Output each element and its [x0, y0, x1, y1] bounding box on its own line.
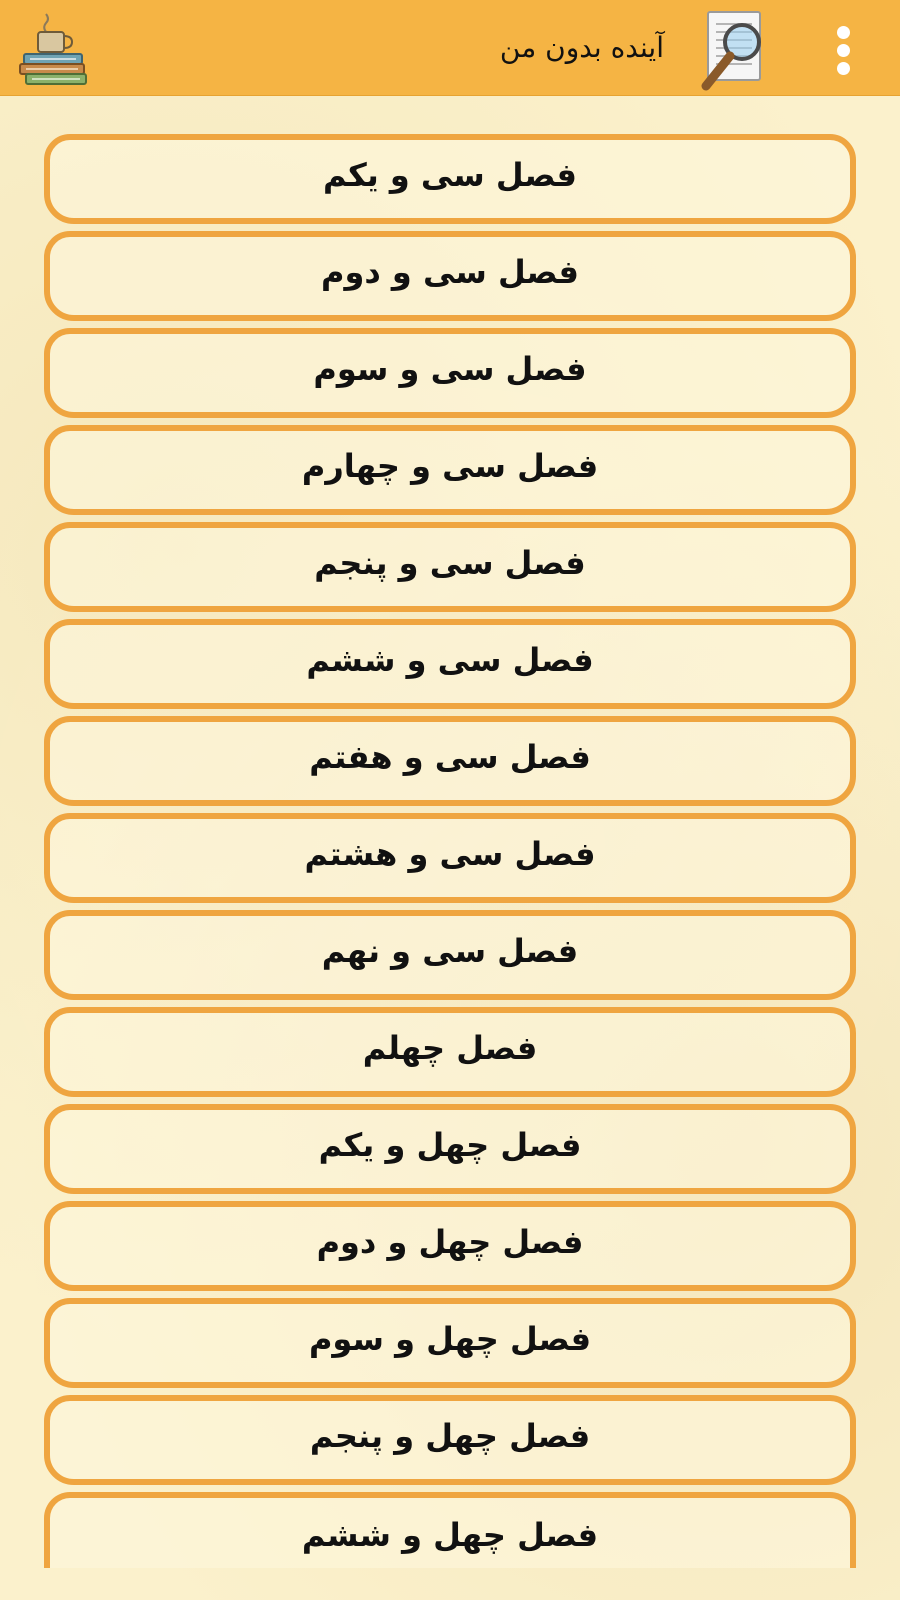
- chapter-label: فصل سی و هشتم: [304, 835, 596, 873]
- chapter-item[interactable]: [44, 134, 856, 224]
- chapter-item[interactable]: [44, 1007, 856, 1097]
- app-bar: [0, 0, 900, 96]
- books-coffee-cup-icon[interactable]: [16, 10, 92, 90]
- chapter-item[interactable]: [44, 231, 856, 321]
- chapter-item[interactable]: [44, 1201, 856, 1291]
- chapter-label: فصل سی و پنجم: [314, 544, 586, 582]
- chapter-item[interactable]: [44, 522, 856, 612]
- magnifier-document-icon: [696, 4, 776, 94]
- chapter-item[interactable]: [44, 716, 856, 806]
- chapter-label: فصل چهل و سوم: [308, 1320, 592, 1358]
- chapter-label: فصل سی و نهم: [321, 932, 579, 970]
- chapter-label: فصل سی و چهارم: [301, 447, 599, 485]
- chapter-label: فصل چهلم: [362, 1029, 538, 1067]
- chapter-label: فصل سی و سوم: [313, 350, 587, 388]
- chapter-label: فصل چهل و یکم: [318, 1126, 582, 1164]
- chapter-item[interactable]: [44, 1298, 856, 1388]
- overflow-menu-icon[interactable]: [826, 20, 866, 80]
- chapter-item[interactable]: [44, 328, 856, 418]
- chapter-item[interactable]: [44, 1492, 856, 1568]
- chapter-item[interactable]: [44, 813, 856, 903]
- chapter-item[interactable]: [44, 1395, 856, 1485]
- chapter-label: فصل چهل و پنجم: [309, 1417, 591, 1455]
- chapter-label: فصل چهل و دوم: [316, 1223, 584, 1261]
- chapter-list: [44, 134, 856, 1575]
- chapter-item[interactable]: [44, 619, 856, 709]
- chapter-item[interactable]: [44, 425, 856, 515]
- chapter-item[interactable]: [44, 910, 856, 1000]
- chapter-label: فصل سی و دوم: [321, 253, 579, 291]
- chapter-label: فصل سی و ششم: [306, 641, 594, 679]
- chapter-label: فصل سی و یکم: [323, 156, 577, 194]
- chapter-item[interactable]: [44, 1104, 856, 1194]
- app-title: آینده بدون من: [499, 31, 664, 64]
- chapter-label: فصل سی و هفتم: [309, 738, 591, 776]
- chapter-label: فصل چهل و ششم: [301, 1516, 599, 1554]
